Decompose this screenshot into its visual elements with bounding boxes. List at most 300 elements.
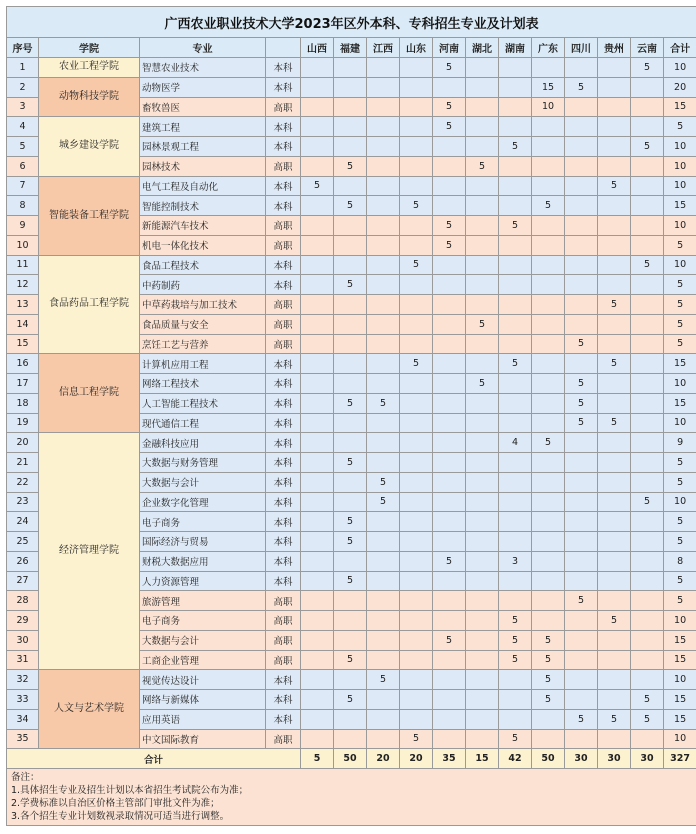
row-plan-cell: 5 (565, 413, 598, 433)
row-plan-cell (631, 117, 664, 137)
row-major: 机电一体化技术 (140, 235, 266, 255)
row-plan-cell (367, 571, 400, 591)
row-plan-cell (466, 433, 499, 453)
row-plan-cell (433, 137, 466, 157)
row-seq: 9 (7, 216, 39, 236)
row-plan-cell (367, 354, 400, 374)
row-plan-cell (565, 314, 598, 334)
table-row (7, 354, 696, 374)
row-plan-cell (301, 670, 334, 690)
row-level: 本科 (266, 532, 301, 552)
row-total: 8 (664, 551, 696, 571)
row-plan-cell (499, 196, 532, 216)
row-plan-cell: 5 (499, 630, 532, 650)
row-plan-cell (499, 670, 532, 690)
row-seq: 33 (7, 690, 39, 710)
row-plan-cell (631, 591, 664, 611)
row-plan-cell (433, 77, 466, 97)
row-plan-cell (598, 314, 631, 334)
row-plan-cell (334, 295, 367, 315)
row-seq: 24 (7, 512, 39, 532)
college-cell: 食品药品工程学院 (39, 255, 140, 354)
row-plan-cell (631, 453, 664, 473)
row-plan-cell (532, 314, 565, 334)
row-plan-cell (334, 472, 367, 492)
row-plan-cell: 5 (532, 433, 565, 453)
row-plan-cell (367, 709, 400, 729)
row-plan-cell (301, 97, 334, 117)
row-plan-cell: 5 (367, 492, 400, 512)
row-plan-cell (367, 650, 400, 670)
row-plan-cell (499, 275, 532, 295)
row-plan-cell: 5 (400, 729, 433, 749)
row-seq: 5 (7, 137, 39, 157)
row-plan-cell (433, 532, 466, 552)
row-plan-cell (466, 611, 499, 631)
row-plan-cell (532, 137, 565, 157)
college-cell: 动物科技学院 (39, 77, 140, 117)
row-plan-cell (367, 729, 400, 749)
row-total: 10 (664, 255, 696, 275)
row-plan-cell (400, 295, 433, 315)
row-plan-cell (631, 295, 664, 315)
row-plan-cell: 5 (400, 354, 433, 374)
row-major: 智慧农业技术 (140, 58, 266, 78)
row-plan-cell (466, 532, 499, 552)
row-plan-cell (631, 216, 664, 236)
row-plan-cell (499, 453, 532, 473)
header-province: 福建 (334, 38, 367, 58)
row-level: 本科 (266, 472, 301, 492)
row-plan-cell (565, 630, 598, 650)
row-plan-cell (334, 354, 367, 374)
row-plan-cell: 5 (631, 709, 664, 729)
row-level: 高职 (266, 334, 301, 354)
row-plan-cell (565, 275, 598, 295)
total-row (7, 749, 696, 769)
row-total: 10 (664, 216, 696, 236)
row-plan-cell (499, 690, 532, 710)
row-plan-cell: 5 (367, 393, 400, 413)
row-seq: 29 (7, 611, 39, 631)
row-plan-cell: 10 (532, 97, 565, 117)
row-plan-cell: 5 (565, 393, 598, 413)
row-seq: 34 (7, 709, 39, 729)
row-plan-cell (433, 275, 466, 295)
row-plan-cell (565, 472, 598, 492)
row-level: 本科 (266, 690, 301, 710)
row-plan-cell (367, 77, 400, 97)
row-plan-cell (532, 255, 565, 275)
row-major: 智能控制技术 (140, 196, 266, 216)
row-plan-cell (466, 551, 499, 571)
row-total: 10 (664, 137, 696, 157)
grand-total: 327 (664, 749, 696, 769)
row-seq: 30 (7, 630, 39, 650)
row-plan-cell (334, 591, 367, 611)
row-plan-cell (565, 235, 598, 255)
row-total: 10 (664, 492, 696, 512)
row-total: 5 (664, 235, 696, 255)
row-major: 电子商务 (140, 611, 266, 631)
row-plan-cell (400, 58, 433, 78)
row-seq: 26 (7, 551, 39, 571)
row-plan-cell (367, 314, 400, 334)
row-plan-cell (400, 275, 433, 295)
row-plan-cell (301, 650, 334, 670)
row-plan-cell (466, 729, 499, 749)
row-plan-cell: 5 (631, 690, 664, 710)
row-major: 工商企业管理 (140, 650, 266, 670)
row-major: 大数据与会计 (140, 630, 266, 650)
row-plan-cell (334, 137, 367, 157)
row-total: 5 (664, 117, 696, 137)
row-plan-cell (532, 275, 565, 295)
row-plan-cell (598, 630, 631, 650)
row-total: 5 (664, 334, 696, 354)
row-plan-cell: 5 (532, 690, 565, 710)
row-seq: 7 (7, 176, 39, 196)
row-plan-cell (433, 492, 466, 512)
row-plan-cell (631, 729, 664, 749)
row-major: 网络工程技术 (140, 374, 266, 394)
row-level: 本科 (266, 709, 301, 729)
row-plan-cell (565, 58, 598, 78)
row-plan-cell (598, 137, 631, 157)
row-plan-cell (565, 176, 598, 196)
row-seq: 1 (7, 58, 39, 78)
row-plan-cell (334, 314, 367, 334)
row-plan-cell (433, 255, 466, 275)
row-plan-cell (598, 334, 631, 354)
row-plan-cell (598, 690, 631, 710)
row-plan-cell (532, 176, 565, 196)
row-plan-cell: 5 (499, 137, 532, 157)
row-plan-cell (499, 512, 532, 532)
row-plan-cell (598, 551, 631, 571)
row-plan-cell: 5 (367, 670, 400, 690)
row-plan-cell (301, 709, 334, 729)
row-plan-cell (400, 216, 433, 236)
row-plan-cell (301, 196, 334, 216)
row-plan-cell: 5 (400, 255, 433, 275)
row-plan-cell (334, 216, 367, 236)
row-level: 本科 (266, 58, 301, 78)
row-plan-cell (466, 492, 499, 512)
row-major: 应用英语 (140, 709, 266, 729)
row-plan-cell (466, 472, 499, 492)
row-level: 本科 (266, 354, 301, 374)
row-total: 10 (664, 413, 696, 433)
row-plan-cell (631, 472, 664, 492)
row-major: 食品工程技术 (140, 255, 266, 275)
row-plan-cell (565, 196, 598, 216)
row-plan-cell (499, 314, 532, 334)
row-plan-cell (565, 571, 598, 591)
row-plan-cell (334, 58, 367, 78)
row-plan-cell (400, 314, 433, 334)
row-plan-cell (598, 591, 631, 611)
row-seq: 20 (7, 433, 39, 453)
row-total: 10 (664, 374, 696, 394)
row-plan-cell (631, 77, 664, 97)
row-level: 高职 (266, 591, 301, 611)
row-plan-cell: 5 (565, 591, 598, 611)
row-seq: 6 (7, 156, 39, 176)
row-plan-cell (334, 413, 367, 433)
row-plan-cell (598, 393, 631, 413)
row-plan-cell (598, 532, 631, 552)
row-plan-cell (532, 374, 565, 394)
table-row (7, 117, 696, 137)
row-plan-cell (433, 472, 466, 492)
row-plan-cell: 5 (367, 472, 400, 492)
row-seq: 3 (7, 97, 39, 117)
row-plan-cell (499, 176, 532, 196)
row-plan-cell (631, 314, 664, 334)
total-label: 合计 (7, 749, 301, 769)
row-plan-cell (466, 650, 499, 670)
row-plan-cell (499, 235, 532, 255)
row-major: 金融科技应用 (140, 433, 266, 453)
row-plan-cell: 4 (499, 433, 532, 453)
row-level: 本科 (266, 255, 301, 275)
row-plan-cell (499, 374, 532, 394)
row-plan-cell (400, 630, 433, 650)
header-province: 云南 (631, 38, 664, 58)
row-plan-cell (466, 137, 499, 157)
row-plan-cell (532, 532, 565, 552)
header-level (266, 38, 301, 58)
row-total: 15 (664, 196, 696, 216)
total-province-cell: 50 (532, 749, 565, 769)
row-plan-cell (334, 709, 367, 729)
row-plan-cell (367, 433, 400, 453)
row-plan-cell (532, 472, 565, 492)
total-province-cell: 42 (499, 749, 532, 769)
total-province-cell: 30 (598, 749, 631, 769)
row-plan-cell (466, 512, 499, 532)
row-plan-cell (433, 709, 466, 729)
row-seq: 25 (7, 532, 39, 552)
college-cell: 信息工程学院 (39, 354, 140, 433)
row-plan-cell: 5 (631, 492, 664, 512)
row-seq: 12 (7, 275, 39, 295)
note-line: 1.具体招生专业及招生计划以本省招生考试院公布为准； (11, 785, 249, 796)
row-plan-cell (631, 532, 664, 552)
total-province-cell: 30 (565, 749, 598, 769)
row-plan-cell (301, 275, 334, 295)
row-plan-cell (499, 709, 532, 729)
row-plan-cell (301, 690, 334, 710)
row-total: 5 (664, 453, 696, 473)
header-province: 四川 (565, 38, 598, 58)
row-plan-cell (433, 729, 466, 749)
row-plan-cell: 5 (565, 374, 598, 394)
row-plan-cell (400, 492, 433, 512)
total-province-cell: 20 (400, 749, 433, 769)
row-plan-cell (433, 512, 466, 532)
row-major: 大数据与会计 (140, 472, 266, 492)
row-plan-cell (466, 670, 499, 690)
row-plan-cell (565, 492, 598, 512)
total-province-cell: 5 (301, 749, 334, 769)
row-plan-cell (433, 571, 466, 591)
row-plan-cell (466, 295, 499, 315)
row-plan-cell (466, 77, 499, 97)
college-cell: 城乡建设学院 (39, 117, 140, 176)
row-total: 10 (664, 611, 696, 631)
row-plan-cell (400, 413, 433, 433)
notes-cell (7, 769, 696, 826)
row-plan-cell (499, 255, 532, 275)
row-plan-cell (301, 551, 334, 571)
row-plan-cell: 5 (433, 97, 466, 117)
row-plan-cell (532, 551, 565, 571)
row-plan-cell (631, 156, 664, 176)
row-plan-cell (367, 374, 400, 394)
row-plan-cell (400, 77, 433, 97)
row-plan-cell: 15 (532, 77, 565, 97)
row-plan-cell (400, 591, 433, 611)
row-plan-cell (598, 255, 631, 275)
row-plan-cell (598, 492, 631, 512)
row-plan-cell: 5 (631, 137, 664, 157)
header-college: 学院 (39, 38, 140, 58)
row-plan-cell (334, 551, 367, 571)
row-plan-cell (301, 235, 334, 255)
row-plan-cell: 5 (499, 729, 532, 749)
row-plan-cell (631, 650, 664, 670)
row-total: 20 (664, 77, 696, 97)
row-plan-cell (565, 255, 598, 275)
header-province: 山西 (301, 38, 334, 58)
row-plan-cell (400, 611, 433, 631)
row-plan-cell (301, 137, 334, 157)
row-plan-cell (400, 117, 433, 137)
row-plan-cell (466, 571, 499, 591)
total-province-cell: 15 (466, 749, 499, 769)
total-province-cell: 35 (433, 749, 466, 769)
row-plan-cell (565, 551, 598, 571)
row-plan-cell (400, 453, 433, 473)
row-plan-cell (532, 453, 565, 473)
row-plan-cell (400, 156, 433, 176)
row-plan-cell (466, 196, 499, 216)
row-plan-cell (631, 433, 664, 453)
row-plan-cell (400, 690, 433, 710)
row-plan-cell (367, 275, 400, 295)
row-plan-cell (499, 413, 532, 433)
row-plan-cell: 5 (334, 196, 367, 216)
row-total: 5 (664, 472, 696, 492)
row-plan-cell (400, 393, 433, 413)
row-plan-cell (532, 354, 565, 374)
row-major: 食品质量与安全 (140, 314, 266, 334)
table-row (7, 58, 696, 78)
row-total: 15 (664, 630, 696, 650)
row-level: 本科 (266, 433, 301, 453)
row-plan-cell (466, 176, 499, 196)
row-major: 建筑工程 (140, 117, 266, 137)
row-total: 10 (664, 156, 696, 176)
row-plan-cell (301, 512, 334, 532)
row-plan-cell (334, 97, 367, 117)
row-plan-cell: 5 (598, 413, 631, 433)
row-level: 高职 (266, 611, 301, 631)
row-total: 5 (664, 571, 696, 591)
row-plan-cell: 5 (631, 58, 664, 78)
row-plan-cell (631, 275, 664, 295)
row-plan-cell: 5 (499, 216, 532, 236)
row-plan-cell: 5 (565, 709, 598, 729)
row-major: 中药制药 (140, 275, 266, 295)
row-level: 本科 (266, 551, 301, 571)
row-plan-cell (532, 216, 565, 236)
row-plan-cell: 5 (466, 314, 499, 334)
row-plan-cell (301, 591, 334, 611)
row-plan-cell (532, 709, 565, 729)
row-level: 高职 (266, 729, 301, 749)
row-plan-cell (433, 354, 466, 374)
table-row (7, 255, 696, 275)
row-plan-cell (631, 374, 664, 394)
row-plan-cell (565, 611, 598, 631)
row-plan-cell (598, 374, 631, 394)
row-plan-cell (400, 650, 433, 670)
row-plan-cell (565, 295, 598, 315)
header-province: 贵州 (598, 38, 631, 58)
row-total: 5 (664, 532, 696, 552)
row-plan-cell (631, 176, 664, 196)
row-major: 园林技术 (140, 156, 266, 176)
row-plan-cell (631, 630, 664, 650)
row-plan-cell (532, 295, 565, 315)
row-plan-cell: 3 (499, 551, 532, 571)
row-plan-cell (631, 393, 664, 413)
row-total: 5 (664, 591, 696, 611)
row-plan-cell (367, 512, 400, 532)
row-plan-cell: 5 (598, 176, 631, 196)
row-plan-cell (598, 433, 631, 453)
row-total: 5 (664, 295, 696, 315)
row-plan-cell (301, 630, 334, 650)
row-plan-cell (532, 591, 565, 611)
row-level: 本科 (266, 512, 301, 532)
row-total: 5 (664, 275, 696, 295)
row-plan-cell (400, 512, 433, 532)
row-plan-cell (301, 117, 334, 137)
row-level: 本科 (266, 176, 301, 196)
row-major: 动物医学 (140, 77, 266, 97)
row-plan-cell (598, 196, 631, 216)
row-plan-cell: 5 (598, 611, 631, 631)
row-plan-cell (301, 571, 334, 591)
row-plan-cell: 5 (466, 156, 499, 176)
row-plan-cell (433, 295, 466, 315)
row-plan-cell (334, 611, 367, 631)
header-row (7, 38, 696, 58)
row-plan-cell: 5 (334, 571, 367, 591)
row-plan-cell (499, 472, 532, 492)
row-plan-cell (532, 492, 565, 512)
row-plan-cell (565, 670, 598, 690)
row-plan-cell: 5 (565, 334, 598, 354)
row-plan-cell (466, 235, 499, 255)
row-plan-cell (466, 630, 499, 650)
row-plan-cell (466, 97, 499, 117)
row-level: 高职 (266, 216, 301, 236)
